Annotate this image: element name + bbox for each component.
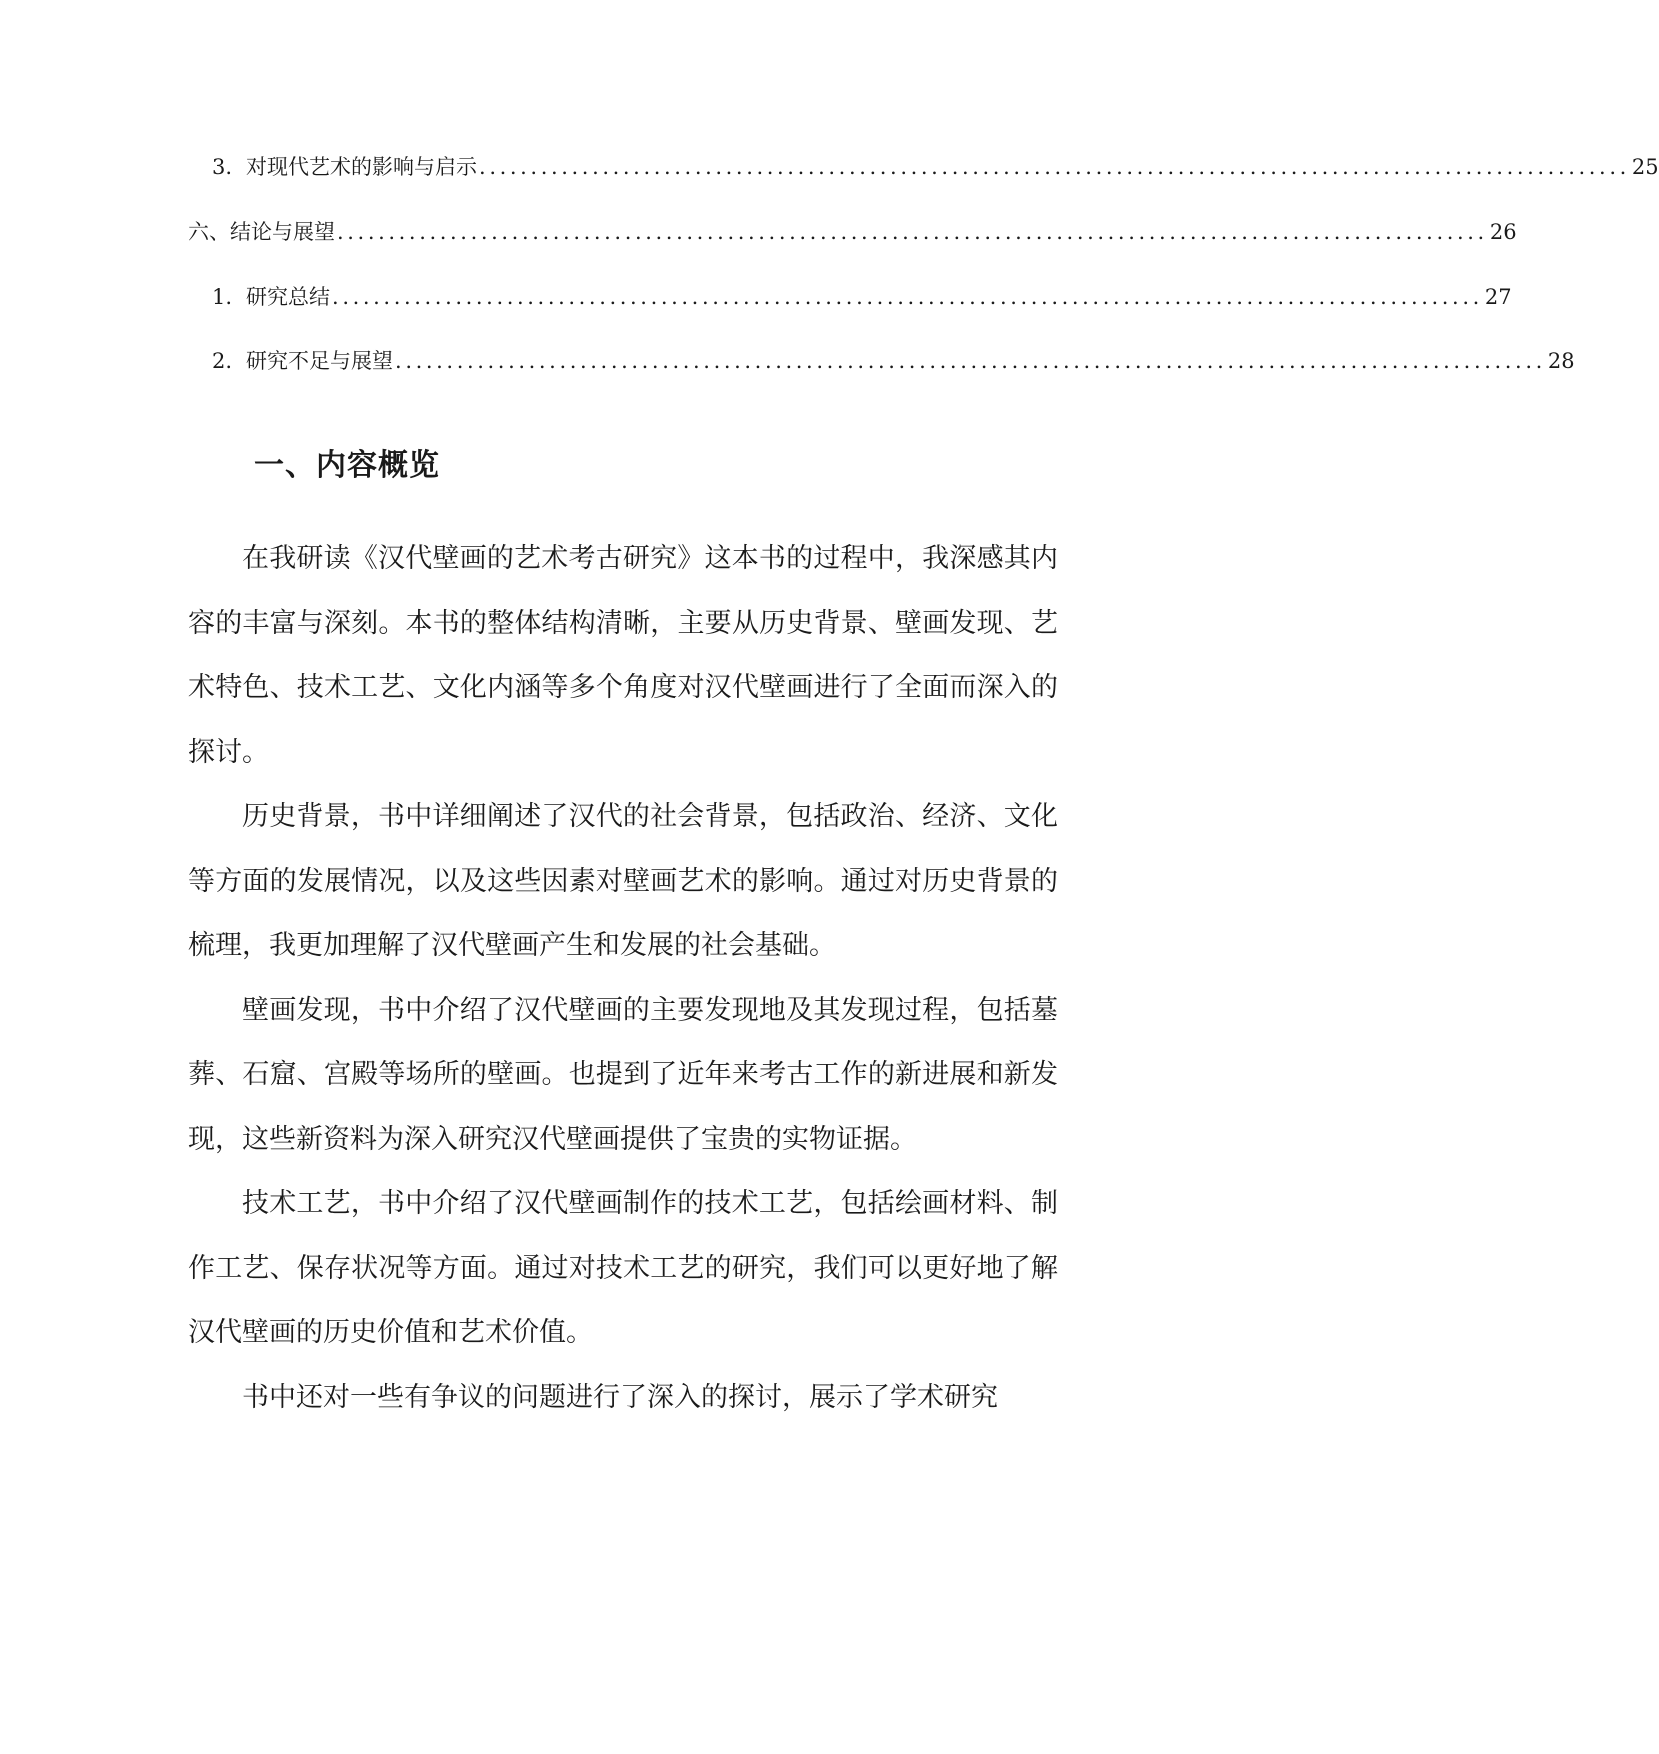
toc-entry-title: 对现代艺术的影响与启示: [246, 155, 478, 179]
toc-entry-page: 26: [1489, 220, 1517, 244]
paragraph: 书中还对一些有争议的问题进行了深入的探讨，展示了学术研究: [242, 1381, 998, 1413]
toc-entry[interactable]: [212, 151, 1659, 183]
toc-leader-dots: ................................................................................................................: [332, 285, 1483, 309]
toc-entry-number: 1.: [212, 285, 233, 309]
section-heading: 一、内容概览: [254, 448, 440, 483]
toc-entry-page: 25: [1631, 155, 1659, 179]
toc-leader-dots: ................................................................................................................: [479, 155, 1630, 179]
toc-entry[interactable]: [188, 216, 1517, 248]
toc-entry-title: 六、结论与展望: [188, 220, 335, 244]
toc-entry-number: 2.: [212, 349, 233, 373]
toc-entry-page: 28: [1547, 349, 1575, 373]
toc-entry-number: 3.: [212, 155, 233, 179]
paragraph: 历史背景，书中详细阐述了汉代的社会背景，包括政治、经济、文化等方面的发展情况，以及这些因素对壁画艺术的影响。通过对历史背景的梳理，我更加理解了汉代壁画产生和发展的社会基础。: [188, 801, 1058, 961]
toc-entry-title: 研究不足与展望: [246, 349, 394, 373]
toc-entry[interactable]: [212, 345, 1575, 377]
paragraph: 壁画发现，书中介绍了汉代壁画的主要发现地及其发现过程，包括墓葬、石窟、宫殿等场所的壁画。也提到了近年来考古工作的新进展和新发现，这些新资料为深入研究汉代壁画提供了宝贵的实物证据。: [188, 994, 1058, 1155]
paragraph: 在我研读《汉代壁画的艺术考古研究》这本书的过程中，我深感其内容的丰富与深刻。本书的整体结构清晰，主要从历史背景、壁画发现、艺术特色、技术工艺、文化内涵等多个角度对汉代壁画进行了全面而深入的探讨。: [188, 543, 1058, 768]
toc-entry[interactable]: [212, 281, 1512, 313]
paragraph: 技术工艺，书中介绍了汉代壁画制作的技术工艺，包括绘画材料、制作工艺、保存状况等方面。通过对技术工艺的研究，我们可以更好地了解汉代壁画的历史价值和艺术价值。: [188, 1188, 1058, 1348]
section-body: [188, 527, 1058, 1430]
toc-leader-dots: ................................................................................................................: [395, 349, 1546, 373]
toc-leader-dots: ................................................................................................................: [337, 220, 1488, 244]
toc-entry-page: 27: [1484, 285, 1512, 309]
toc-entry-title: 研究总结: [246, 285, 331, 309]
